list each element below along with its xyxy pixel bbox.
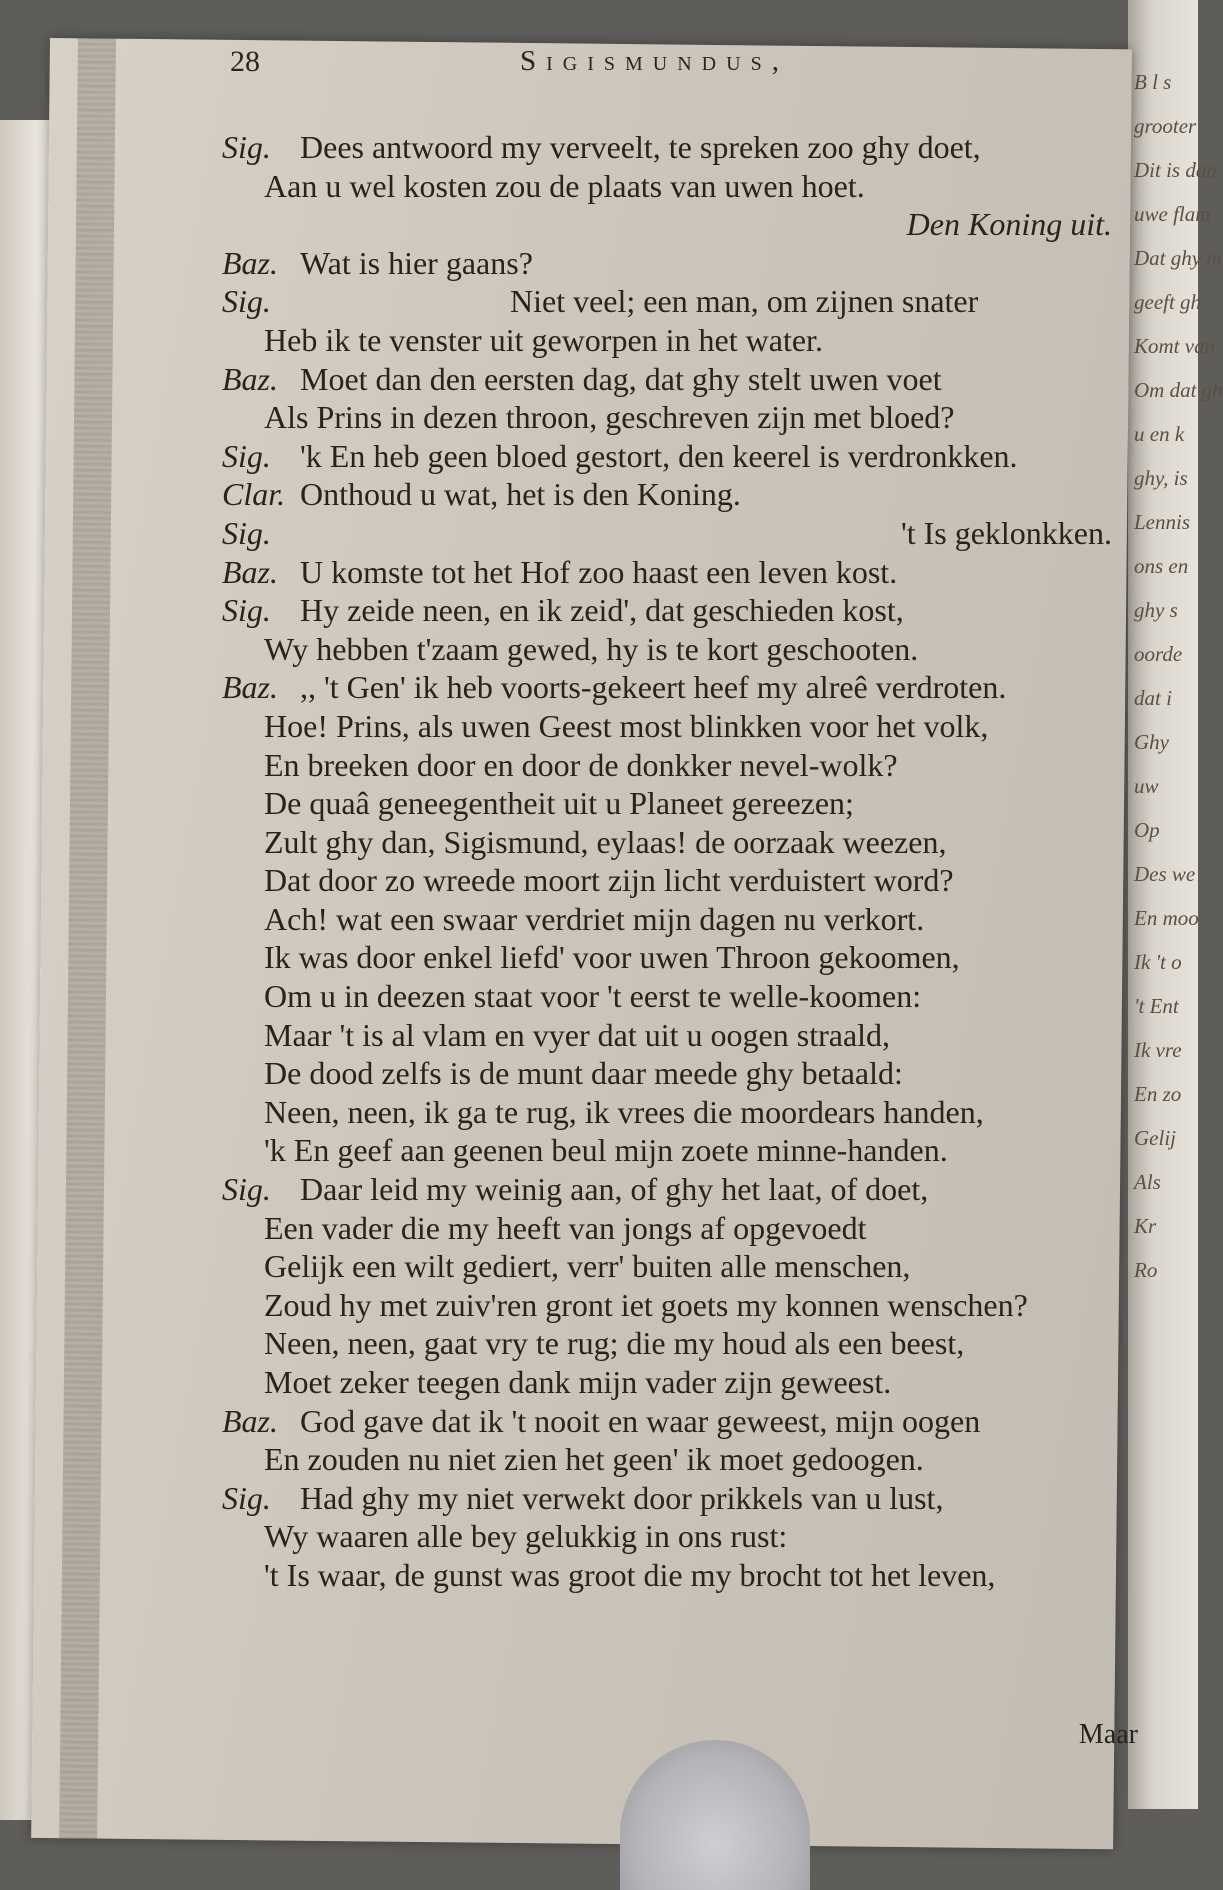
next-page-fragment: Ik vre xyxy=(1134,1038,1182,1062)
next-page-fragment: ghy s xyxy=(1134,598,1178,622)
verse-text: Neen, neen, gaat vry te rug; die my houd als een beest, xyxy=(264,1325,965,1362)
verse-text: 't Is waar, de gunst was groot die my brocht tot het leven, xyxy=(264,1556,996,1593)
verse-text: Ik was door enkel liefd' voor uwen Throon gekoomen, xyxy=(264,939,960,976)
verse-line xyxy=(222,360,1152,399)
verse-line xyxy=(222,244,1152,283)
speaker-label: Baz. xyxy=(222,553,278,590)
page-number: 28 xyxy=(230,45,260,78)
verse-text: Had ghy my niet verwekt door prikkels van u lust, xyxy=(300,1479,944,1516)
verse-text: ,, 't Gen' ik heb voorts-gekeert heef my alreê verdroten. xyxy=(300,669,1007,706)
verse-line xyxy=(222,1016,1152,1055)
verse-text: Heb ik te venster uit geworpen in het water. xyxy=(264,321,823,358)
verse-text: Aan u wel kosten zou de plaats van uwen hoet. xyxy=(264,167,865,204)
verse-text: Moet zeker teegen dank mijn vader zijn geweest. xyxy=(264,1364,892,1400)
verse-line xyxy=(222,707,1152,746)
verse-line xyxy=(222,475,1152,514)
next-page-fragment: Dat ghy m xyxy=(1134,246,1222,270)
verse-line xyxy=(222,128,1152,167)
verse-line xyxy=(222,1517,1152,1556)
verse-text: Zult ghy dan, Sigismund, eylaas! de oorzaak weezen, xyxy=(264,823,947,860)
next-page-fragment: 't Ent xyxy=(1134,994,1179,1018)
verse-line xyxy=(222,861,1152,900)
next-page-fragment: Lennis xyxy=(1134,510,1191,534)
speaker-label: Sig. xyxy=(222,514,271,551)
verse-line xyxy=(222,630,1152,669)
verse-line xyxy=(222,977,1152,1016)
catchword: Maar xyxy=(1078,1719,1138,1750)
verse-line xyxy=(222,1402,1152,1441)
next-page-fragment: uwe flam xyxy=(1134,202,1211,226)
next-page-fragment: ons en xyxy=(1134,554,1189,578)
verse-line xyxy=(222,1556,1152,1595)
next-page-fragment: En moo xyxy=(1134,906,1199,930)
verse-line xyxy=(222,784,1152,823)
verse-line xyxy=(222,167,1152,206)
verse-text: En zouden nu niet zien het geen' ik moet gedoogen. xyxy=(264,1441,924,1478)
play-text xyxy=(222,128,1152,1595)
verse-text: Een vader die my heeft van jongs af opgevoedt xyxy=(264,1209,867,1246)
verse-line xyxy=(222,321,1152,360)
next-page-fragment: dat i xyxy=(1134,686,1172,710)
verse-line xyxy=(222,1324,1152,1363)
verse-line xyxy=(222,1440,1152,1479)
verse-line xyxy=(222,1054,1152,1093)
speaker-label: Baz. xyxy=(222,1402,278,1439)
verse-text: U komste tot het Hof zoo haast een leven kost. xyxy=(300,553,898,590)
verse-text: Daar leid my weinig aan, of ghy het laat, of doet, xyxy=(300,1171,929,1208)
speaker-label: Sig. xyxy=(222,1479,271,1516)
verse-line xyxy=(222,1170,1152,1209)
verse-line xyxy=(222,1286,1152,1325)
stage-direction: Den Koning uit. xyxy=(906,206,1112,243)
verse-line xyxy=(222,900,1152,939)
verse-text: Om u in deezen staat voor 't eerst te welle-koomen: xyxy=(264,978,922,1015)
next-page-fragment: Ik 't o xyxy=(1134,950,1182,974)
verse-text: Zoud hy met zuiv'ren gront iet goets my konnen wenschen? xyxy=(264,1286,1028,1323)
next-page-fragment: Des we xyxy=(1134,862,1196,886)
next-page-fragment: Als xyxy=(1134,1170,1161,1194)
next-page-fragment: geeft gh xyxy=(1134,290,1202,314)
verse-text: Neen, neen, ik ga te rug, ik vrees die moordears handen, xyxy=(264,1093,984,1130)
next-page-fragment: En zo xyxy=(1134,1082,1182,1106)
verse-line xyxy=(222,1131,1152,1170)
next-page-fragment: ghy, is xyxy=(1134,466,1188,490)
next-page-fragment: Ro xyxy=(1134,1258,1158,1282)
verse-line xyxy=(222,668,1152,707)
running-title: Sigismundus, xyxy=(520,45,789,77)
next-page-fragment: Komt van xyxy=(1134,334,1216,358)
verse-line xyxy=(222,553,1152,592)
verse-line xyxy=(222,1209,1152,1248)
verse-text: Wy hebben t'zaam gewed, hy is te kort geschooten. xyxy=(264,630,919,667)
speaker-label: Baz. xyxy=(222,244,278,281)
verse-line xyxy=(222,1363,1152,1402)
verse-text: Wy waaren alle bey gelukkig in ons rust: xyxy=(264,1518,788,1555)
verse-text: Niet veel; een man, om zijnen snater xyxy=(510,283,979,320)
next-page-fragment: Kr xyxy=(1134,1214,1157,1238)
speaker-label: Clar. xyxy=(222,476,286,513)
verse-text: Wat is hier gaans? xyxy=(300,244,533,281)
verse-line xyxy=(222,398,1152,437)
verse-text: De quaâ geneegentheit uit u Planeet gereezen; xyxy=(264,785,854,822)
verse-line xyxy=(222,823,1152,862)
verse-text: Onthoud u wat, het is den Koning. xyxy=(300,476,741,513)
next-page-fragment: Op xyxy=(1134,818,1160,842)
next-page-fragment: oorde xyxy=(1134,642,1183,666)
verse-line xyxy=(222,1093,1152,1132)
next-page-fragment: Gelij xyxy=(1134,1126,1176,1150)
speaker-label: Sig. xyxy=(222,437,271,474)
verse-text: Dees antwoord my verveelt, te spreken zoo ghy doet, xyxy=(300,129,981,165)
verse-text: Als Prins in dezen throon, geschreven zijn met bloed? xyxy=(264,399,955,436)
speaker-label: Baz. xyxy=(222,360,278,397)
speaker-label: Baz. xyxy=(222,669,278,706)
verse-line xyxy=(222,938,1152,977)
verse-line xyxy=(222,205,1152,244)
speaker-label: Sig. xyxy=(222,129,271,165)
next-page-fragment: grooter xyxy=(1134,114,1197,138)
verse-line xyxy=(222,437,1152,476)
speaker-label: Sig. xyxy=(222,592,271,629)
verse-text: Hy zeide neen, en ik zeid', dat geschieden kost, xyxy=(300,592,904,629)
page-gutter xyxy=(59,38,116,1838)
verse-text: 't Is geklonkken. xyxy=(900,514,1112,551)
verse-text: Dat door zo wreede moort zijn licht verduistert word? xyxy=(264,862,954,899)
verse-text: Ach! wat een swaar verdriet mijn dagen nu verkort. xyxy=(264,900,925,937)
verse-line xyxy=(222,1247,1152,1286)
next-page-fragment: u en k xyxy=(1134,422,1185,446)
next-page-fragment: uw xyxy=(1134,774,1159,798)
next-page-fragment: B l s xyxy=(1134,70,1172,94)
verse-text: En breeken door en door de donkker nevel-wolk? xyxy=(264,746,898,783)
verse-line xyxy=(222,514,1152,553)
speaker-label: Sig. xyxy=(222,283,271,320)
speaker-label: Sig. xyxy=(222,1171,271,1208)
verse-text: 'k En geef aan geenen beul mijn zoete minne-handen. xyxy=(264,1132,948,1169)
verse-text: Maar 't is al vlam en vyer dat uit u oogen straald, xyxy=(264,1016,891,1053)
verse-line xyxy=(222,1479,1152,1518)
verse-text: Gelijk een wilt gediert, verr' buiten alle menschen, xyxy=(264,1248,911,1285)
verse-text: De dood zelfs is de munt daar meede ghy betaald: xyxy=(264,1055,903,1092)
next-page-fragment: Ghy xyxy=(1134,730,1169,754)
next-page-fragment: Dit is dan xyxy=(1134,158,1217,182)
verse-line xyxy=(222,282,1152,321)
verse-line xyxy=(222,591,1152,630)
verse-text: Hoe! Prins, als uwen Geest most blinkken voor het volk, xyxy=(264,707,989,744)
verse-text: Moet dan den eersten dag, dat ghy stelt uwen voet xyxy=(300,360,942,397)
next-page-fragment: Om dat gh xyxy=(1134,378,1223,402)
verse-text: 'k En heb geen bloed gestort, den keerel is verdronkken. xyxy=(300,437,1018,474)
verse-text: God gave dat ik 't nooit en waar geweest, mijn oogen xyxy=(300,1402,981,1439)
verse-line xyxy=(222,746,1152,785)
